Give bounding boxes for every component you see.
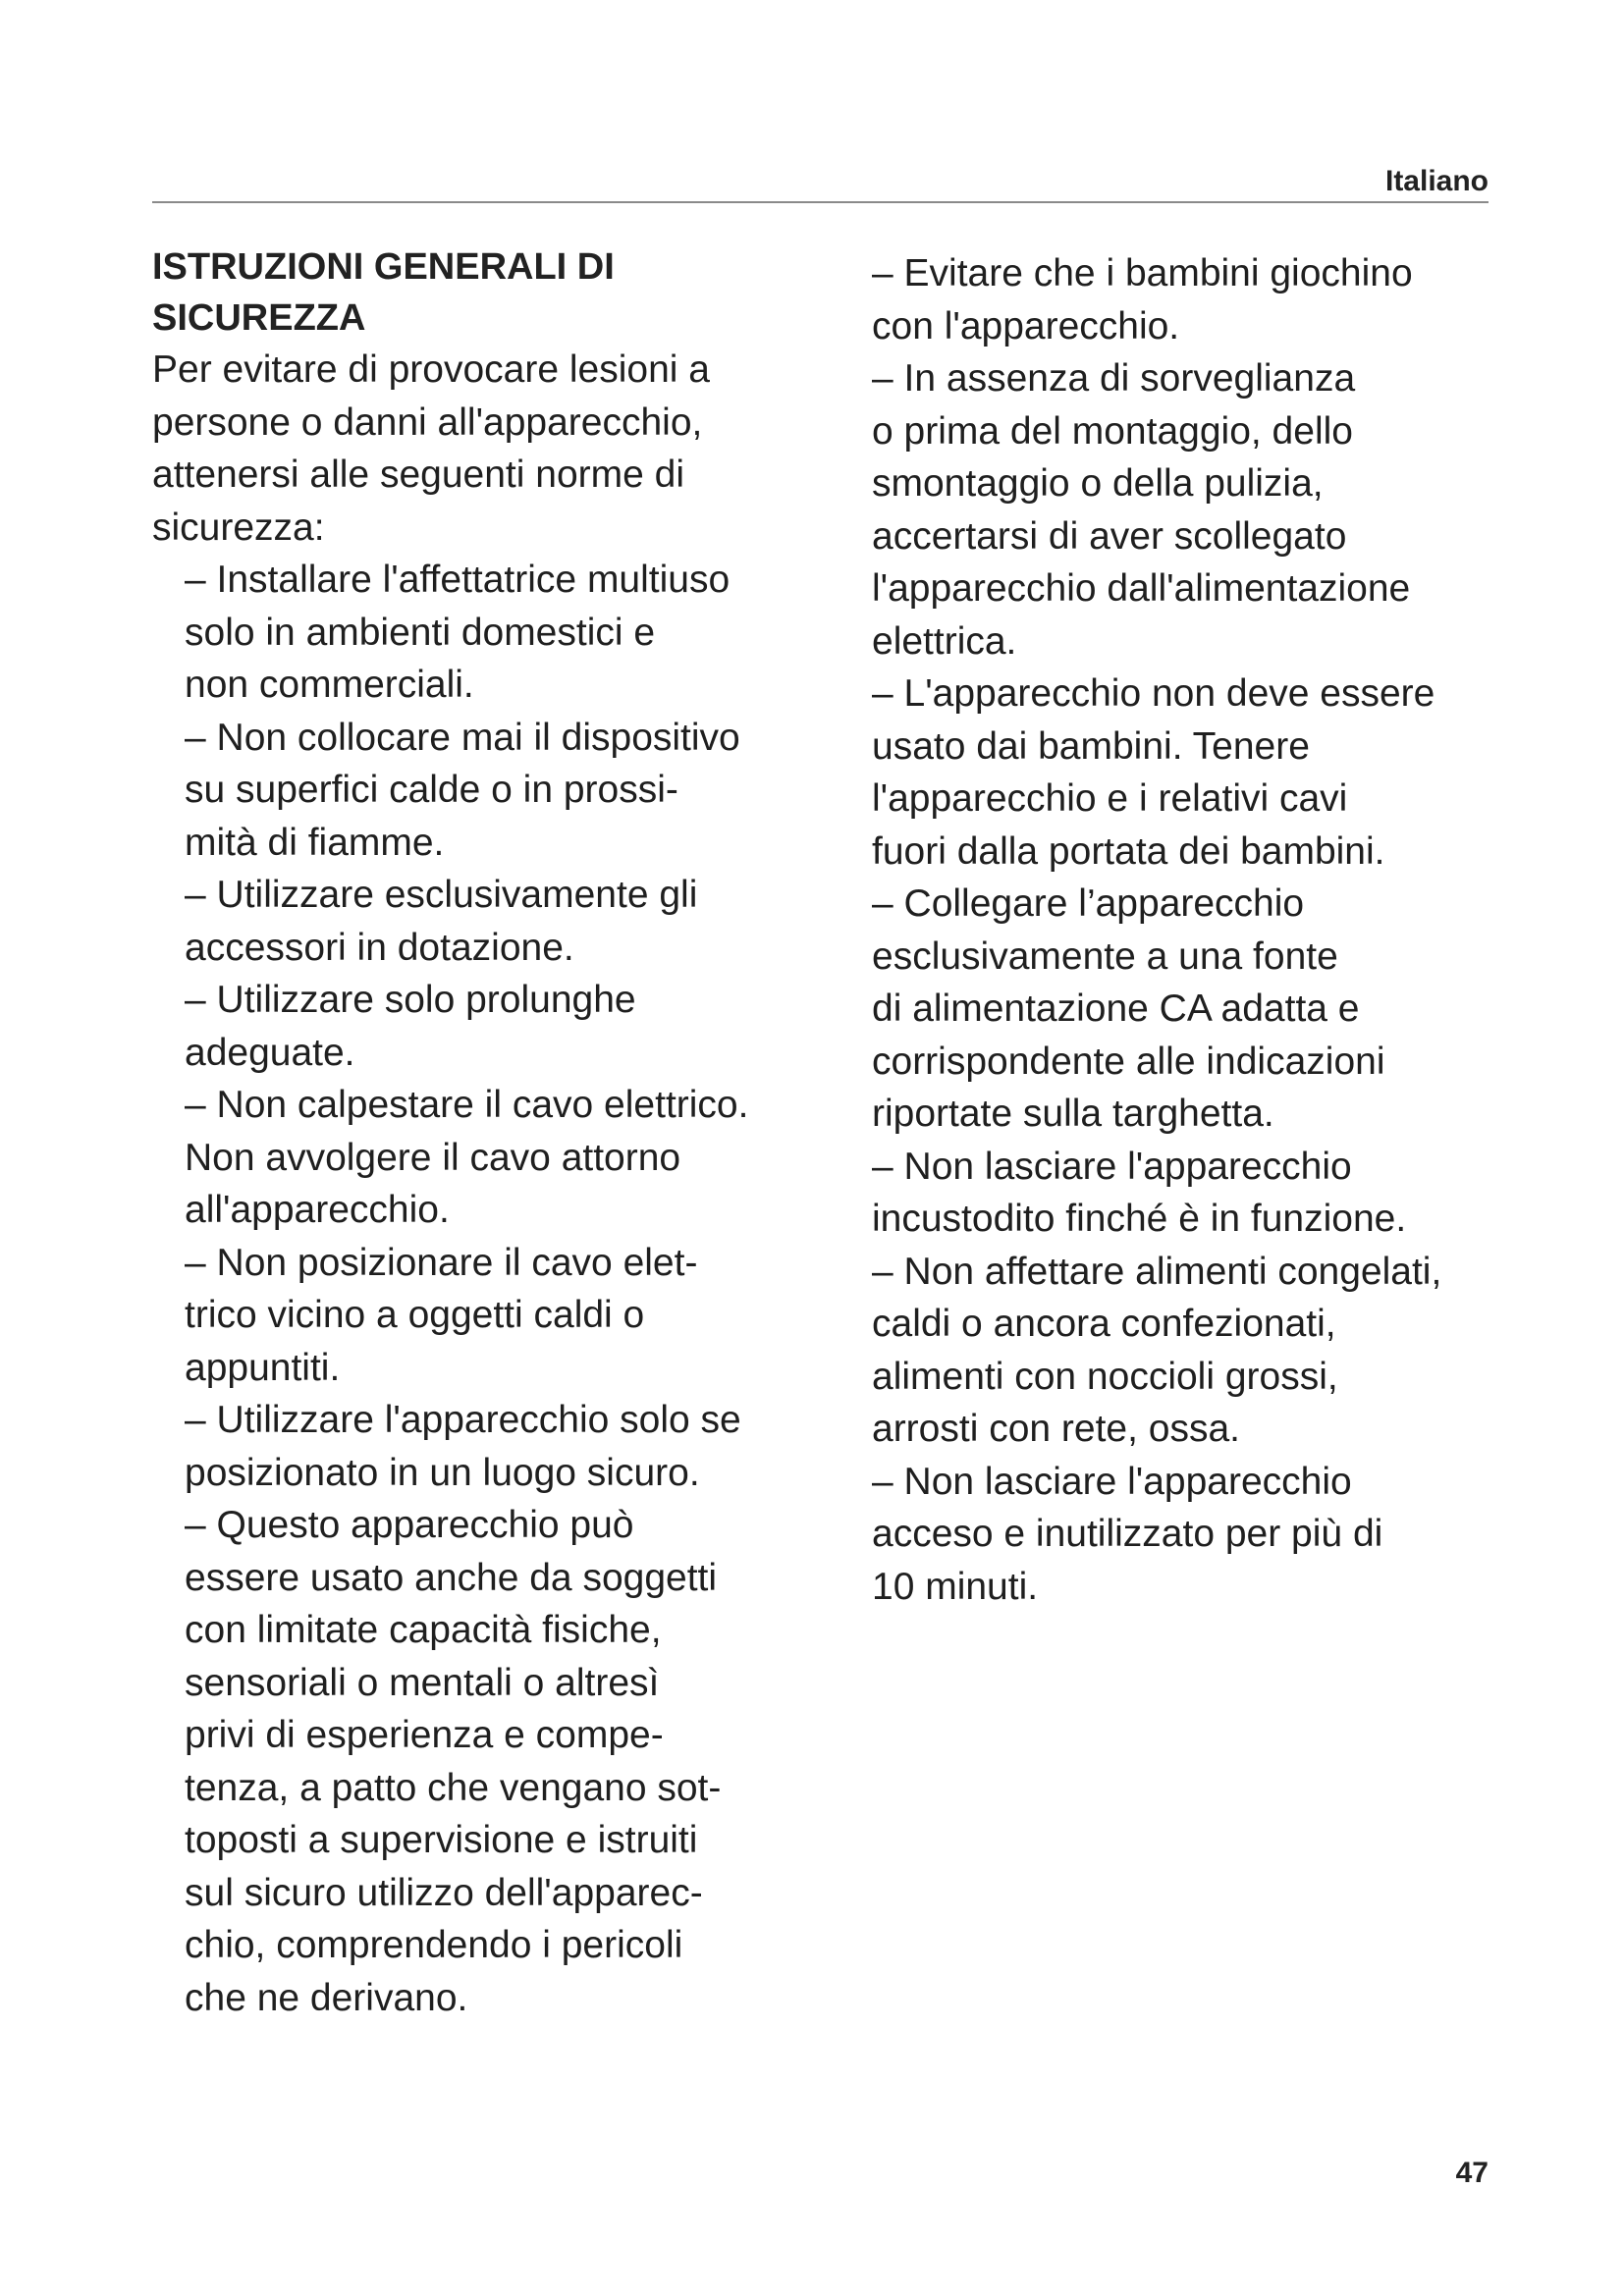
- page-number: 47: [1455, 2157, 1489, 2189]
- left-column: [152, 241, 839, 2024]
- list-line: sul sicuro utilizzo dell'apparec-: [185, 1871, 703, 1914]
- safety-list-left: [152, 554, 839, 2024]
- list-line: 10 minuti.: [872, 1565, 1039, 1608]
- list-line: smontaggio o della pulizia,: [872, 462, 1324, 505]
- list-line: accessori in dotazione.: [185, 926, 574, 969]
- list-line: – Evitare che i bambini giochino: [872, 252, 1413, 294]
- list-line: solo in ambienti domestici e: [185, 611, 656, 654]
- intro-line: Per evitare di provocare lesioni a: [152, 348, 710, 391]
- list-line: – Utilizzare l'apparecchio solo se: [185, 1399, 741, 1441]
- intro-paragraph: [152, 344, 839, 554]
- list-line: caldi o ancora confezionati,: [872, 1303, 1336, 1345]
- list-line: elettrica.: [872, 619, 1017, 663]
- list-line: l'apparecchio e i relativi cavi: [872, 777, 1348, 820]
- list-line: sensoriali o mentali o altresì: [185, 1661, 660, 1704]
- list-line: esclusivamente a una fonte: [872, 934, 1338, 978]
- list-line: acceso e inutilizzato per più di: [872, 1513, 1383, 1555]
- list-line: su superfici calde o in prossi-: [185, 769, 678, 811]
- list-line: alimenti con noccioli grossi,: [872, 1355, 1338, 1398]
- list-line: non commerciali.: [185, 664, 474, 706]
- list-line: – Collegare l’apparecchio: [872, 882, 1305, 925]
- language-label: Italiano: [1384, 165, 1489, 197]
- list-line: – Non lasciare l'apparecchio: [872, 1145, 1352, 1188]
- list-line: – In assenza di sorveglianza: [872, 357, 1356, 400]
- list-line: – Utilizzare esclusivamente gli: [185, 874, 698, 916]
- heading-line: ISTRUZIONI GENERALI DI: [152, 246, 615, 288]
- list-line: privi di esperienza e compe-: [185, 1714, 664, 1756]
- list-line: – Installare l'affettatrice multiuso: [185, 559, 731, 601]
- safety-list-right: [872, 247, 1579, 1613]
- list-line: corrispondente alle indicazioni: [872, 1040, 1385, 1083]
- header-divider: [152, 201, 1489, 203]
- list-line: – Non affettare alimenti congelati,: [872, 1250, 1442, 1293]
- list-line: con limitate capacità fisiche,: [185, 1609, 662, 1651]
- list-line: l'apparecchio dall'alimentazione: [872, 567, 1411, 610]
- list-line: toposti a supervisione e istruiti: [185, 1819, 698, 1861]
- list-line: – Utilizzare solo prolunghe: [185, 979, 636, 1021]
- list-line: accertarsi di aver scollegato: [872, 514, 1347, 558]
- list-line: – Questo apparecchio può: [185, 1504, 634, 1546]
- list-line: fuori dalla portata dei bambini.: [872, 829, 1385, 873]
- list-line: – Non lasciare l'apparecchio: [872, 1460, 1352, 1503]
- intro-line: persone o danni all'apparecchio,: [152, 400, 703, 444]
- list-line: trico vicino a oggetti caldi o: [185, 1294, 645, 1336]
- list-line: o prima del montaggio, dello: [872, 409, 1353, 453]
- list-line: – Non posizionare il cavo elet-: [185, 1241, 698, 1284]
- list-line: di alimentazione CA adatta e: [872, 988, 1360, 1030]
- list-line: arrosti con rete, ossa.: [872, 1408, 1240, 1450]
- list-line: adeguate.: [185, 1031, 355, 1074]
- list-line: – L'apparecchio non deve essere: [872, 672, 1435, 715]
- list-line: incustodito finché è in funzione.: [872, 1198, 1407, 1240]
- list-line: mità di fiamme.: [185, 821, 445, 864]
- section-heading: [152, 241, 839, 344]
- list-line: usato dai bambini. Tenere: [872, 724, 1310, 768]
- list-line: – Non collocare mai il dispositivo: [185, 716, 740, 759]
- list-line: essere usato anche da soggetti: [185, 1556, 718, 1599]
- list-line: con l'apparecchio.: [872, 304, 1180, 347]
- list-line: riportate sulla targhetta.: [872, 1093, 1274, 1135]
- list-line: posizionato in un luogo sicuro.: [185, 1451, 700, 1494]
- intro-line: attenersi alle seguenti norme di: [152, 454, 684, 496]
- list-line: chio, comprendendo i pericoli: [185, 1924, 683, 1966]
- intro-line: sicurezza:: [152, 506, 325, 549]
- list-line: – Non calpestare il cavo elettrico.: [185, 1084, 749, 1126]
- list-line: all'apparecchio.: [185, 1189, 450, 1231]
- heading-line: SICUREZZA: [152, 297, 366, 339]
- list-line: Non avvolgere il cavo attorno: [185, 1136, 681, 1179]
- list-line: che ne derivano.: [185, 1976, 468, 2019]
- list-line: appuntiti.: [185, 1346, 341, 1389]
- list-line: tenza, a patto che vengano sot-: [185, 1766, 722, 1809]
- right-column: [872, 247, 1579, 1613]
